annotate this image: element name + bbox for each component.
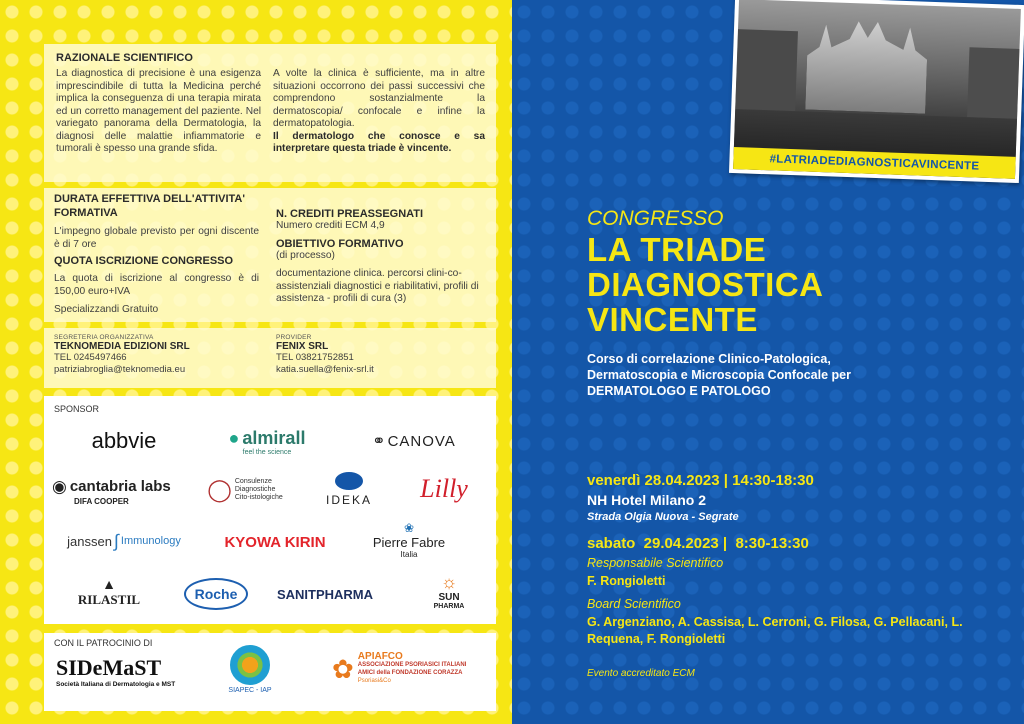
venue-name: NH Hotel Milano 2: [587, 492, 707, 508]
janssen-name: janssen: [67, 533, 112, 549]
consulenze-mark-icon: ◯: [207, 477, 232, 502]
event-title: [587, 232, 824, 337]
canova-name: CANOVA: [387, 432, 456, 450]
title-line-1: LA TRIADE: [587, 231, 767, 268]
sidemast-logo: [56, 655, 175, 688]
rationale-title: RAZIONALE SCIENTIFICO: [56, 52, 193, 64]
venue-address: Strada Olgia Nuova - Segrate: [587, 511, 739, 523]
resp-name: F. Rongioletti: [587, 574, 666, 588]
sun-pharma-sub: PHARMA: [433, 603, 465, 610]
pierre-fabre-mark-icon: ❀: [403, 521, 415, 535]
almirall-name: almirall: [242, 428, 306, 448]
board-names: G. Argenziano, A. Cassisa, L. Cerroni, G. Filosa, G. Pellacani, L. Requena, F. Rongioletti: [587, 615, 963, 646]
training-panel: [44, 188, 496, 322]
apiafco-name: APIAFCO: [357, 651, 403, 662]
date-line-2: sabato 29.04.2023 | 8:30-13:30: [587, 535, 809, 552]
rilastil-name: RILASTIL: [77, 592, 141, 607]
ideka-logo: [314, 468, 384, 510]
cantabria-mark-icon: ◉: [52, 476, 67, 496]
siapec-logo: [222, 645, 278, 694]
patronage-label: CON IL PATROCINIO DI: [54, 638, 153, 648]
consulenze-line-1: Consulenze: [234, 478, 272, 485]
cathedral-silhouette: [805, 20, 928, 114]
credits-text: Numero crediti ECM 4,9: [276, 220, 385, 231]
credits-title: N. CREDITI PREASSEGNATI: [276, 208, 424, 220]
cantabria-name: cantabria labs: [69, 478, 171, 495]
sun-pharma-mark-icon: ☼: [440, 572, 458, 592]
apiafco-sub-1: ASSOCIAZIONE PSORIASICI ITALIANI: [357, 662, 467, 668]
kyowa-kirin-logo: KYOWA KIRIN: [224, 533, 326, 551]
congresso-kicker: CONGRESSO: [587, 207, 724, 230]
pierre-fabre-name: Pierre Fabre: [372, 535, 446, 550]
subtitle-line-1: Corso di correlazione Clinico-Patologica,: [587, 352, 831, 366]
apiafco-sub-2: AMICI della FONDAZIONE CORAZZA: [357, 670, 463, 676]
objective-title: OBIETTIVO FORMATIVO: [276, 237, 404, 250]
consulenze-line-2: Diagnostiche: [234, 486, 276, 493]
almirall-logo: [212, 424, 322, 460]
fee-text: La quota di iscrizione al congresso è di 150,00 euro+IVA: [54, 273, 259, 297]
fee-title: QUOTA ISCRIZIONE CONGRESSO: [54, 255, 234, 267]
secretariat-label: SEGRETERIA ORGANIZZATIVA: [54, 334, 154, 341]
siapec-name: SIAPEC - IAP: [228, 687, 272, 694]
patronage-panel: [44, 633, 496, 711]
objective-sub: (di processo): [276, 249, 335, 261]
consulenze-logo: [200, 472, 290, 508]
sponsors-label: SPONSOR: [54, 404, 100, 414]
almirall-tagline: feel the science: [242, 449, 292, 456]
rilastil-logo: [64, 572, 154, 612]
ideka-mark-icon: [335, 472, 363, 490]
pierre-fabre-logo: [354, 520, 464, 560]
subtitle-line-2: Dermatoscopia e Microscopia Confocale per: [587, 368, 851, 382]
abbvie-logo: abbvie: [91, 428, 157, 453]
provider-email: katia.suella@fenix-srl.it: [276, 364, 374, 375]
rationale-panel: [44, 44, 496, 182]
canova-mark-icon: ⚭: [372, 433, 386, 450]
provider-tel: TEL 03821752851: [276, 352, 354, 363]
ecm-note: Evento accreditato ECM: [587, 668, 695, 679]
rilastil-mark-icon: ▲: [102, 576, 116, 592]
rationale-text-col1: La diagnostica di precisione è una esigenza imprescindibile di tutta la Medicina perché implica la conseguenza di una terapia mirata ed un corretto management del paziente. Nel variegato panorama della Dermatologia, la diagnosi delle malattie infiammatorie e tumorali è spesso una grande sfida.: [56, 68, 261, 154]
board-label: Board Scientifico: [587, 597, 681, 611]
sponsors-panel: [44, 396, 496, 624]
date-line-1: venerdì 28.04.2023 | 14:30-18:30: [587, 472, 814, 489]
provider-label: PROVIDER: [276, 334, 312, 341]
objective-text: documentazione clinica. percorsi clini-co-assistenziali diagnostici e riabilitativi, profili di assistenza - profili di cura (3): [276, 268, 479, 304]
contacts-panel: [44, 328, 496, 388]
apiafco-logo: [332, 653, 466, 685]
rationale-text-col2: [273, 68, 485, 156]
pierre-fabre-sub: Italia: [400, 550, 418, 559]
janssen-logo: [54, 526, 194, 556]
sanitpharma-logo: SANITPHARMA: [276, 586, 374, 602]
provider-name: FENIX SRL: [276, 341, 329, 352]
janssen-mark-icon: ∫: [113, 530, 119, 551]
lilly-logo: Lilly: [420, 474, 468, 503]
canova-logo: [354, 426, 474, 456]
title-line-3: VINCENTE: [587, 301, 758, 338]
duration-text: L'impegno globale previsto per ogni discente è di 7 ore: [54, 226, 259, 250]
secretariat-email: patriziabroglia@teknomedia.eu: [54, 364, 186, 375]
secretariat-name: TEKNOMEDIA EDIZIONI SRL: [54, 341, 190, 352]
building-left: [735, 29, 798, 111]
apiafco-sub-3: Psoriasi&Co: [357, 678, 391, 684]
fee-note: Specializzandi Gratuito: [54, 304, 159, 315]
sidemast-name: SIDeMaST: [56, 655, 162, 680]
sun-pharma-name: SUN: [438, 592, 460, 603]
subtitle-line-3: DERMATOLOGO E PATOLOGO: [587, 384, 771, 398]
training-right-col: [276, 208, 488, 306]
secretariat-block: [54, 334, 190, 376]
provider-block: [276, 334, 374, 376]
title-line-2: DIAGNOSTICA: [587, 266, 824, 303]
consulenze-line-3: Cito-istologiche: [234, 494, 283, 501]
event-subtitle: [587, 351, 851, 399]
janssen-immunology: Immunology: [120, 535, 181, 547]
training-left-col: [54, 192, 259, 317]
resp-label: Responsabile Scientifico: [587, 556, 724, 570]
siapec-mark-icon: [230, 645, 270, 685]
rationale-text-col2-bold: Il dermatologo che conosce e sa interpretare questa triade è vincente.: [273, 130, 485, 154]
roche-logo: Roche: [184, 578, 248, 610]
almirall-mark-icon: ●: [228, 428, 240, 448]
sun-pharma-logo: [424, 566, 474, 616]
rationale-text-col2-normal: A volte la clinica è sufficiente, ma in altre situazioni occorrono dei passi successivi che comprendono sostanzialmente la dermatoscopia/ confocale e infine la dermatopatologia.: [273, 68, 485, 129]
cantabria-sub: DIFA COOPER: [74, 496, 129, 506]
sidemast-sub: Società Italiana di Dermatologia e MST: [56, 681, 176, 688]
duration-title: DURATA EFFETTIVA DELL'ATTIVITA' FORMATIVA: [54, 193, 245, 219]
cantabria-logo: [52, 474, 192, 508]
secretariat-tel: TEL 0245497466: [54, 352, 127, 363]
duomo-photo: [729, 0, 1024, 183]
apiafco-mark-icon: ✿: [332, 653, 354, 684]
hashtag-banner: #LATRIADEDIAGNOSTICAVINCENTE: [733, 147, 1016, 179]
ideka-name: IDEKA: [325, 492, 372, 507]
building-right: [967, 47, 1019, 119]
